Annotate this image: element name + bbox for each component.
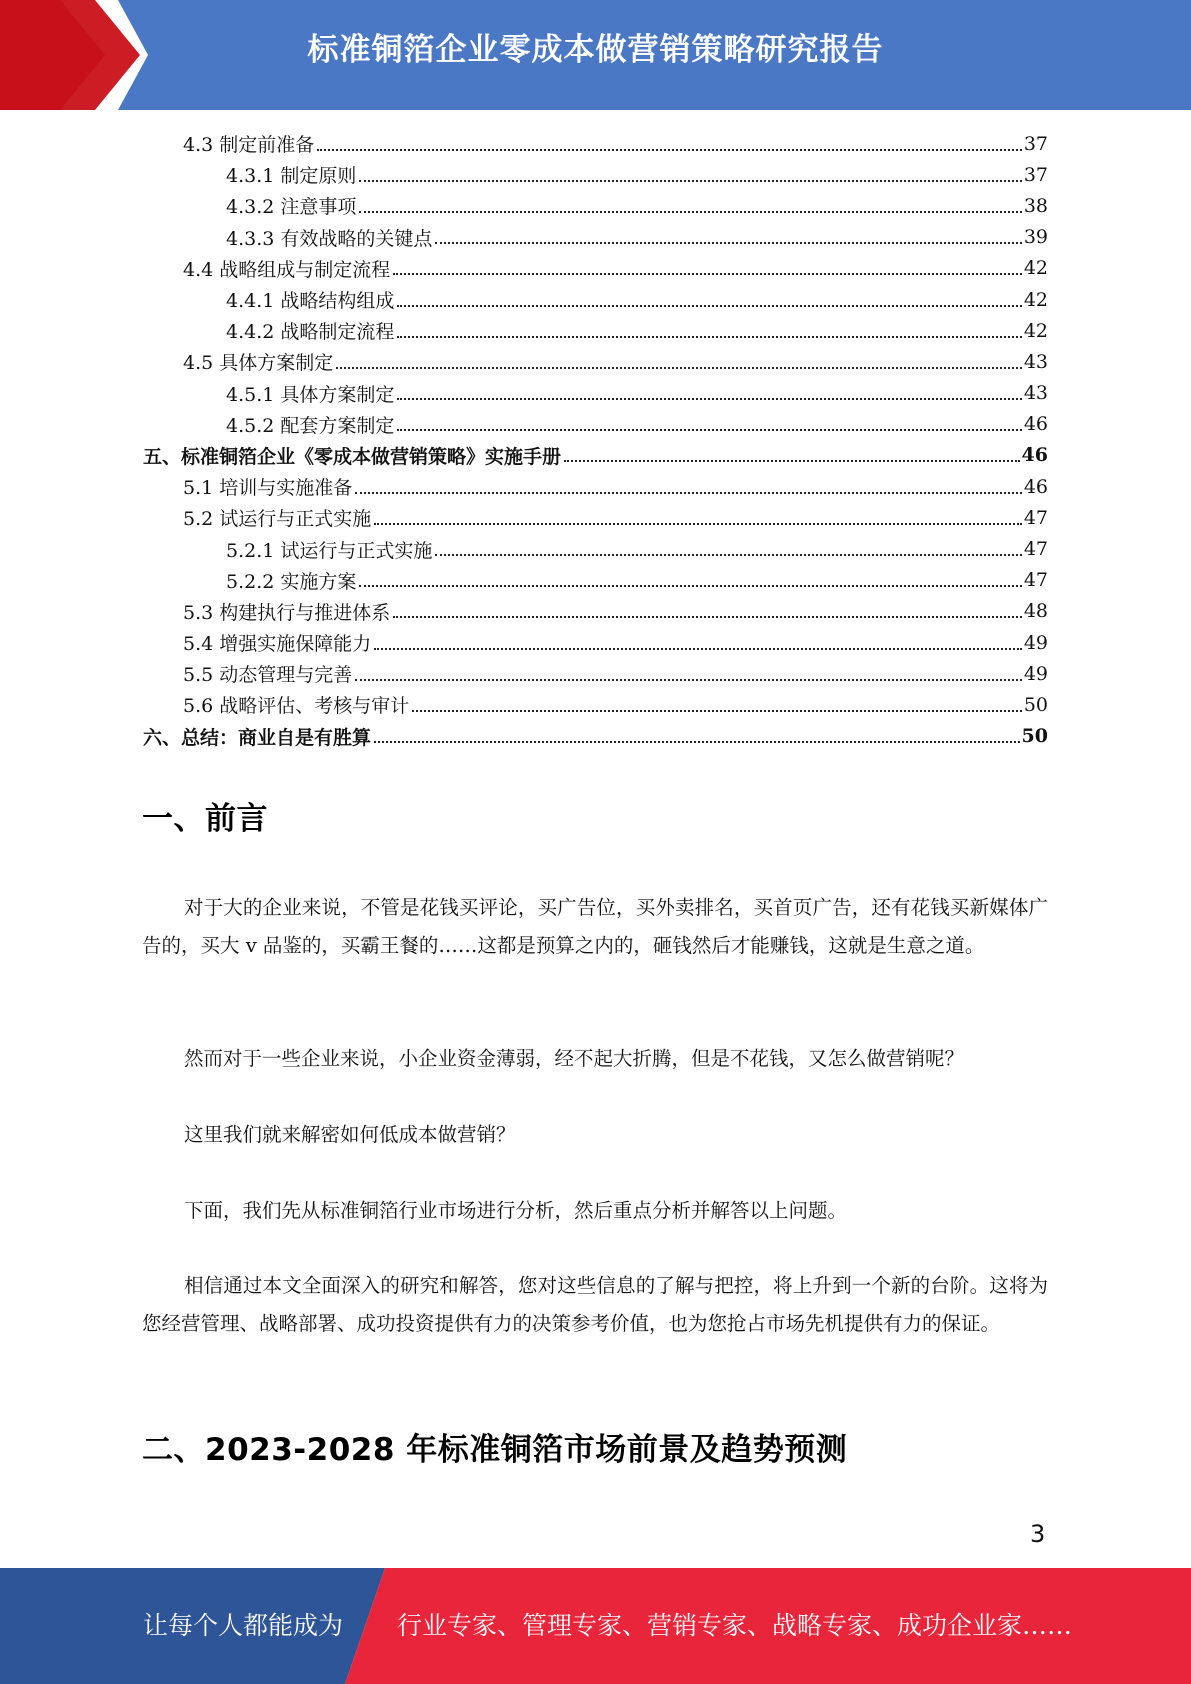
toc-entry-label: 5.4 增强实施保障能力 [183, 633, 372, 656]
toc-entry-label: 4.3.3 有效战略的关键点 [226, 227, 433, 250]
toc-entry-label: 4.5.1 具体方案制定 [226, 383, 395, 406]
toc-entry[interactable] [143, 222, 1048, 253]
toc-dot-leader [374, 523, 1022, 525]
toc-entry-label: 5.1 培训与实施准备 [183, 477, 353, 500]
toc-dot-leader [355, 492, 1022, 494]
toc-entry-page: 47 [1023, 538, 1048, 561]
preface-paragraph-3: 这里我们就来解密如何低成本做营销？ [184, 1123, 516, 1146]
toc-dot-leader [359, 180, 1021, 182]
toc-dot-leader [359, 585, 1021, 587]
section-heading-market-outlook: 二、2023-2028 年标准铜箔市场前景及趋势预测 [142, 1432, 848, 1468]
toc-dot-leader [412, 710, 1022, 712]
toc-entry-label: 5.2 试运行与正式实施 [183, 508, 372, 531]
toc-entry[interactable] [143, 253, 1048, 284]
toc-entry-page: 47 [1023, 569, 1048, 592]
toc-dot-leader [393, 616, 1022, 618]
toc-entry-page: 42 [1023, 288, 1048, 311]
toc-entry-label: 4.3.2 注意事项 [226, 196, 357, 219]
page-header [0, 0, 1191, 110]
toc-entry-label: 六、总结：商业自是有胜算 [143, 726, 372, 749]
toc-entry-page: 43 [1023, 382, 1048, 405]
toc-entry[interactable] [143, 315, 1048, 346]
toc-entry-label: 4.5.2 配套方案制定 [226, 414, 395, 437]
toc-entry-label: 4.4 战略组成与制定流程 [183, 258, 391, 281]
toc-dot-leader [317, 149, 1022, 151]
toc-entry[interactable] [143, 190, 1048, 221]
toc-entry-page: 38 [1023, 194, 1048, 217]
toc-entry[interactable] [143, 689, 1048, 720]
toc-entry-page: 46 [1023, 475, 1048, 498]
toc-entry-label: 4.5 具体方案制定 [183, 352, 334, 375]
toc-entry-label: 4.4.2 战略制定流程 [226, 321, 395, 344]
toc-entry-page: 49 [1023, 631, 1048, 654]
toc-entry-page: 47 [1023, 506, 1048, 529]
toc-entry[interactable] [143, 284, 1048, 315]
toc-dot-leader [397, 429, 1021, 431]
toc-dot-leader [359, 211, 1021, 213]
page-number: 3 [1030, 1520, 1046, 1548]
toc-entry-label: 5.3 构建执行与推进体系 [183, 601, 391, 624]
preface-paragraph-2: 然而对于一些企业来说，小企业资金薄弱，经不起大折腾，但是不花钱，又怎么做营销呢？ [184, 1047, 965, 1070]
toc-entry-label: 5.5 动态管理与完善 [183, 664, 353, 687]
toc-entry[interactable] [143, 440, 1048, 471]
toc-entry[interactable] [143, 658, 1048, 689]
toc-dot-leader [397, 336, 1021, 338]
toc-entry-page: 43 [1023, 350, 1048, 373]
toc-dot-leader [355, 679, 1022, 681]
toc-dot-leader [564, 460, 1020, 462]
toc-entry[interactable] [143, 533, 1048, 564]
toc-entry[interactable] [143, 378, 1048, 409]
toc-entry-page: 49 [1023, 662, 1048, 685]
toc-dot-leader [374, 648, 1022, 650]
toc-dot-leader [435, 554, 1021, 556]
toc-entry-page: 48 [1023, 600, 1048, 623]
preface-paragraph-5: 相信通过本文全面深入的研究和解答，您对这些信息的了解与把控，将上升到一个新的台阶。这将为您经营管理、战略部署、成功投资提供有力的决策参考价值，也为您抢占市场先机提供有力的保证。 [142, 1274, 1048, 1335]
toc-entry[interactable] [143, 502, 1048, 533]
toc-entry-label: 4.4.1 战略结构组成 [226, 290, 395, 313]
toc-entry-label: 5.2.1 试运行与正式实施 [226, 539, 433, 562]
footer-slogan-left: 让每个人都能成为 [143, 1611, 344, 1640]
preface-paragraph-1: 对于大的企业来说，不管是花钱买评论，买广告位，买外卖排名，买首页广告，还有花钱买新媒体广告的，买大 v 品鉴的，买霸王餐的……这都是预算之内的，砸钱然后才能赚钱，这就是生意之道。 [142, 896, 1048, 957]
toc-entry[interactable] [143, 128, 1048, 159]
toc-entry-label: 4.3.1 制定原则 [226, 165, 357, 188]
toc-dot-leader [374, 741, 1020, 743]
toc-entry[interactable] [143, 159, 1048, 190]
toc-entry-page: 42 [1023, 319, 1048, 342]
toc-entry-page: 50 [1023, 693, 1048, 716]
toc-entry-page: 37 [1023, 163, 1048, 186]
toc-entry[interactable] [143, 721, 1048, 752]
toc-dot-leader [397, 305, 1021, 307]
toc-entry-page: 37 [1023, 132, 1048, 155]
toc-entry-page: 42 [1023, 257, 1048, 280]
toc-entry-page: 50 [1021, 725, 1048, 748]
toc-entry[interactable] [143, 471, 1048, 502]
preface-paragraph-4: 下面，我们先从标准铜箔行业市场进行分析，然后重点分析并解答以上问题。 [184, 1199, 848, 1222]
footer-slogan-right: 行业专家、管理专家、营销专家、战略专家、成功企业家…… [397, 1611, 1073, 1640]
toc-dot-leader [336, 367, 1022, 369]
page-footer [0, 1568, 1191, 1684]
toc-entry-label: 五、标准铜箔企业《零成本做营销策略》实施手册 [143, 445, 562, 468]
toc-entry-page: 39 [1023, 226, 1048, 249]
toc-entry-label: 5.2.2 实施方案 [226, 570, 357, 593]
toc-entry[interactable] [143, 409, 1048, 440]
toc-dot-leader [397, 398, 1021, 400]
toc-dot-leader [393, 273, 1022, 275]
toc-entry-page: 46 [1023, 413, 1048, 436]
toc-entry-label: 4.3 制定前准备 [183, 134, 315, 157]
toc-entry[interactable] [143, 565, 1048, 596]
toc-entry-label: 5.6 战略评估、考核与审计 [183, 695, 410, 718]
toc-entry[interactable] [143, 596, 1048, 627]
document-title: 标准铜箔企业零成本做营销策略研究报告 [307, 32, 884, 68]
toc-entry[interactable] [143, 346, 1048, 377]
toc-dot-leader [435, 242, 1021, 244]
toc-entry-page: 46 [1021, 444, 1048, 467]
toc-entry[interactable] [143, 627, 1048, 658]
table-of-contents [143, 128, 1048, 752]
section-heading-preface: 一、前言 [142, 801, 268, 837]
